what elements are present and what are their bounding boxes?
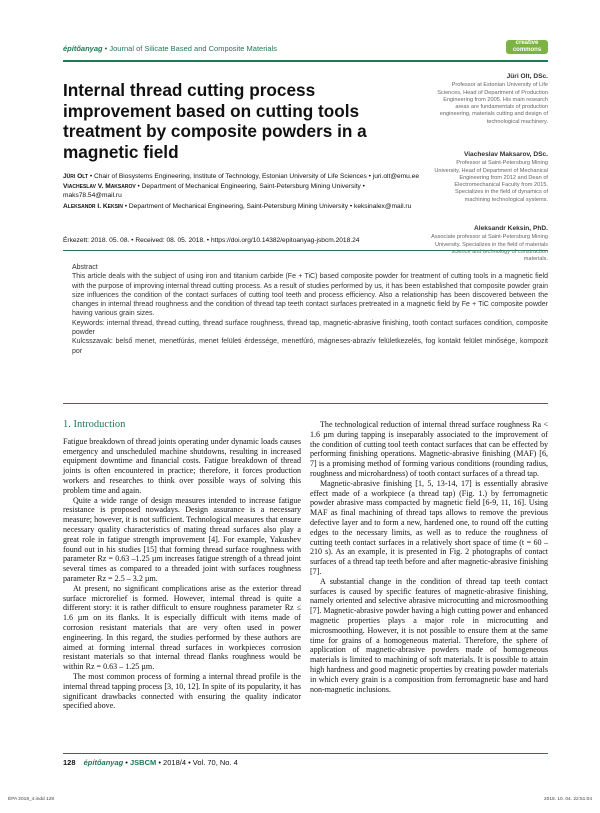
journal-name: • Journal of Silicate Based and Composite Materials [102,44,277,53]
body-column-right [310,420,548,694]
keywords: Keywords: internal thread, thread cutting, thread surface roughness, thread tap, magnetic-abrasive finishing, tooth contact surfaces condition, composite powder [72,319,548,337]
creative-commons-logo [506,40,548,54]
abstract-text: Abstract This article deals with the subject of using iron and titanium carbide (Fe + TiC) based composite powder for treatment of cutting tools in a magnetic field with the purpose of improving internal thread cutting process. As a result of studies performed by us, it has been established that composite powder grain size influences the condition of the contact surfaces of cutting tool teeth and process efficiency. Also a relationship has been discovered between the changes in internal thread roughness and the condition of thread tap teeth contact surfaces pretreated in a magnetic field by Fe + TiC composite powder having various grain sizes. [72,264,548,318]
author-entry [63,202,423,211]
author-name: Jüri Olt [63,173,88,180]
footer-issue: • 2018/4 • Vol. 70, No. 4 [156,758,238,767]
header-rule [63,60,548,62]
body-paragraph: At present, no significant complications arise as the exterior thread surface microrelief is formed. However, internal thread is quite a different story: it is rather difficult to ensure roughness parameter Rz ≤ 1.6 µm on its flanks. It is especially difficult with items made of corrosion resistant materials that are very often used in power engineering. In this regard, the studies performed by these authors are aimed at forming internal thread surfaces in workpieces corrosion resistant materials so that internal thread flanks roughness would be within Rz = 0.63 – 1.25 µm. [63,583,301,672]
body-paragraph: Fatigue breakdown of thread joints operating under dynamic loads causes emergency and unscheduled machine shutdowns, resulting in increased equipment downtime and financial costs. Fatigue breakdown of thread joints is often encountered in practice; therefore, it forces production workers and researches to think over possible ways of solving this problem time and again. [63,436,301,495]
body-paragraph: A substantial change in the condition of thread tap teeth contact surfaces is caused by specific features of magnetic-abrasive finishing, namely oriented and selective abrasive microcutting and microsmoothing [7]. Magnetic-abrasive powder having a high cutting power and enhanced magnetic properties plays a major role in microcutting and microsmoothing. However, it is not possible to ensure them at the same time for grains of a homogeneous material. Therefore, the sphere of application of magnetic-abrasive powders made of homogeneous materials is limited to machining of soft materials. It is possible to attain high hardness and good magnetic properties by creating powder materials in which every grain is a composition from ferromagnetic base and hard non-magnetic inclusions. [310,576,548,694]
abstract-block [72,263,548,356]
author-name: Viacheslav V. Maksarov [63,183,136,191]
footer-jsbcm: JSBCM [130,758,157,767]
body-paragraph: Quite a wide range of design measures intended to increase fatigue resistance is proposed nowadays. Design assurance is a necessary measure; however, it is not sufficient. Technological measures that ensure necessary quality characteristics of mating thread surfaces also play a great role in fatigue strength improvement [4]. For example, Yakushev found out in his studies [15] that forming thread surface roughness with parameter Rz = 0.63 –1.25 µm increases fatigue strength of a thread joint several times as compared to a threaded joint with surfaces roughness parameter Rz = 2.5 – 3.2 µm. [63,495,301,583]
body-paragraph: The most common process of forming a internal thread profile is the internal thread tapping process [3, 10, 12]. In spite of its popularity, it has significant drawbacks connected with ensuring the quality indicator specified above. [63,671,301,711]
print-slug-right: 2018. 10. 04. 22:51:04 [543,797,592,802]
author-bio [430,225,548,263]
section-heading: 1. Introduction [63,419,126,430]
bio-text: Professor at Saint-Petersburg Mining University, Head of Department of Mechanical Engineering from 2012 and Dean of Electromechanical Faculty from 2015. Specializes in the field of dynamics of machining technological systems. [434,160,548,203]
journal-header [63,44,277,53]
kulcsszavak: Kulcsszavak: belső menet, menetfúrás, menet felületi érdessége, menetfúró, mágneses-abrazív felületkezelés, fog kontakt felület minősége, kompozit por [72,338,548,355]
cc-line2: commons [512,47,542,53]
paper-title: Internal thread cutting process improvement based on cutting tools treatment by composite powders in a magnetic field [63,80,367,162]
body-paragraph: The technological reduction of internal thread surface roughness Ra < 1.6 µm during tapping is inseparably associated to the improvement of the condition of cutting tool teeth contact surfaces that can be effected by performing finishing operations. Magnetic-abrasive finishing (MAF) [6, 7] is a promising method of forming various conditions (rounding radius, roughness and microhardness) of tooth contact surfaces of a thread tap. [310,420,548,478]
bio-text: Associate professor at Saint-Petersburg Mining University. Specializes in the field of materials science and technology of construction materials. [431,234,548,263]
bio-name: Aleksandr Keksin, PhD. [473,225,548,232]
page-footer [63,753,548,767]
author-name: Aleksandr I. Keksin [63,202,123,210]
received-dates: Érkezett: 2018. 05. 08. • Received: 08. 05. 2018. • https://doi.org/10.14382/epitoanyag-jsbcm.2018.24 [63,237,360,244]
body-column-left [63,420,301,711]
author-entry [63,172,423,181]
abstract-rule [63,403,548,404]
author-affiliation: • Department of Mechanical Engineering, Saint-Petersburg Mining University • keksinalex@mail.ru [122,202,412,210]
bio-name: Jüri Olt, DSc. [506,73,548,80]
bio-name: Viacheslav Maksarov, DSc. [463,151,548,158]
cc-line1: creative [515,40,539,46]
footer-brand: építőanyag [83,758,124,767]
author-bio [430,151,548,204]
footer-sep: • [123,758,130,767]
body-paragraph: Magnetic-abrasive finishing [1, 5, 13-14, 17] is essentially abrasive effect made of a workpiece (a thread tap) (Fig. 1.) by ferromagnetic powder abrasive mass compacted by magnetic field [6-9, 11, 16]. Using MAF as final machining of thread taps allows to remove the previous defective layer and to form a new, hardened one, to round off the cutting edges to the necessary limits, as well as to reduce the roughness of cutting teeth contact surfaces in a relatively short space of time (t = 60 – 210 s). As an example, it is presented in Fig. 2 photographs of contact surfaces of a thread tap teeth before and after magnetic-abrasive finishing [7]. [310,478,548,576]
author-entry [63,182,423,200]
author-bio [430,73,548,126]
author-affiliation: • Department of Mechanical Engineering, Saint-Petersburg Mining University • maks78.54@mail.ru [63,183,365,200]
author-list [63,172,423,212]
journal-brand: építőanyag [63,44,103,53]
bio-text: Professor at Estonian University of Life Sciences, Head of Department of Production Engineering from 2005. His main research areas are fundamentals of production engineering, materials cutting and design of technological machinery. [437,82,548,125]
author-affiliation: • Chair of Biosystems Engineering, Institute of Technology, Estonian University of Life Sciences • juri.olt@emu.ee [87,173,420,180]
page-number: 128 [63,758,76,767]
print-slug-left: ÉPA 2018_4.indd 128 [8,797,55,802]
